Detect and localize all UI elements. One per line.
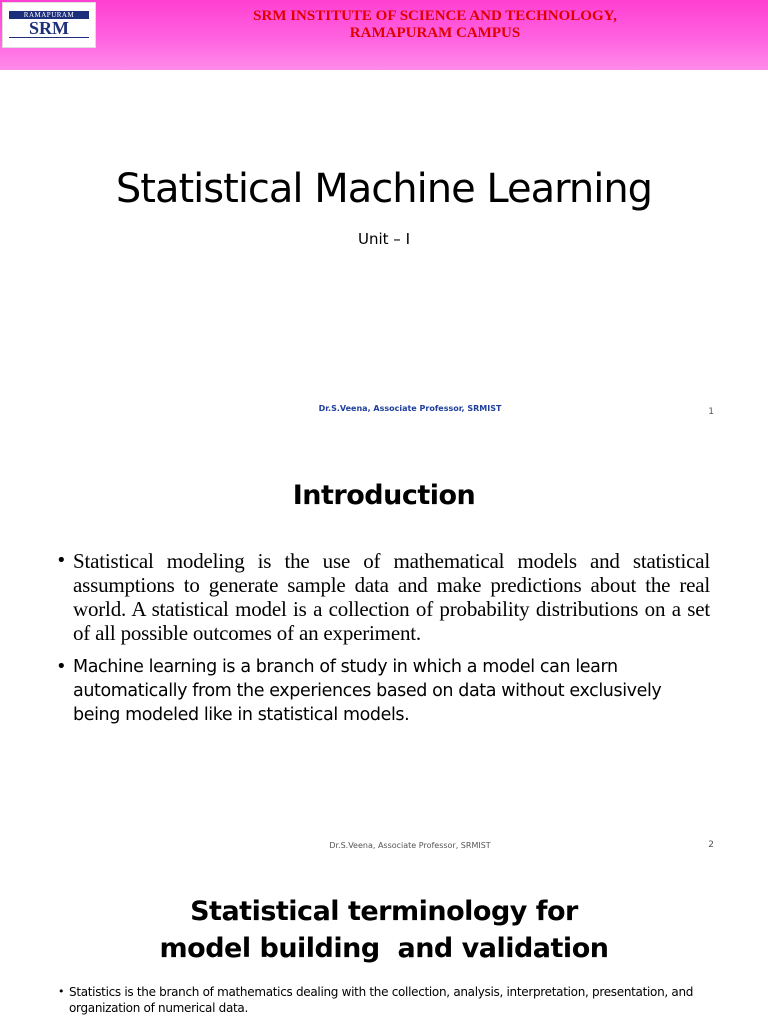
srm-logo	[2, 2, 96, 48]
slide-header	[0, 0, 768, 70]
slide1-subtitle: Unit – I	[358, 230, 410, 248]
slide2-footer: Dr.S.Veena, Associate Professor, SRMIST	[329, 841, 491, 850]
slide2-page-number: 2	[708, 840, 714, 850]
institution-name	[110, 8, 760, 42]
logo-top-text: RAMAPURAM	[9, 11, 89, 19]
bullet-text: Statistics is the branch of mathematics dealing with the collection, analysis, interpretation, presentation, and organization of numerical data.	[69, 985, 694, 1015]
bullet-text: Machine learning is a branch of study in which a model can learn automatically from the experiences based on data without exclusively being modeled like in statistical models.	[73, 657, 662, 725]
slide3-bullet-1	[58, 984, 718, 1016]
slide1-page-number: 1	[708, 407, 714, 417]
logo-main-text: SRM	[29, 18, 69, 38]
slide2-bullet-2	[56, 655, 710, 727]
bullet-mark: •	[58, 985, 65, 998]
bullet-text: Statistical modeling is the use of mathematical models and statistical assumptions to generate sample data and make predictions about the real world. A statistical model is a collection of probability distributions on a set of all possible outcomes of an experiment.	[73, 549, 710, 645]
bullet-mark: •	[56, 550, 67, 571]
slide2-bullet-1	[56, 549, 710, 645]
slide2-heading: Introduction	[292, 480, 476, 511]
institution-line2: RAMAPURAM CAMPUS	[349, 25, 521, 41]
bullet-mark: •	[56, 656, 67, 677]
slide1-title: Statistical Machine Learning	[115, 166, 653, 212]
slide1-footer: Dr.S.Veena, Associate Professor, SRMIST	[318, 404, 502, 413]
slide3-heading	[0, 893, 768, 967]
institution-line1: SRM INSTITUTE OF SCIENCE AND TECHNOLOGY,	[253, 8, 617, 24]
slide3-heading-line2: model building and validation	[159, 933, 609, 964]
logo-underline	[9, 37, 89, 43]
slide3-heading-line1: Statistical terminology for	[190, 896, 578, 927]
